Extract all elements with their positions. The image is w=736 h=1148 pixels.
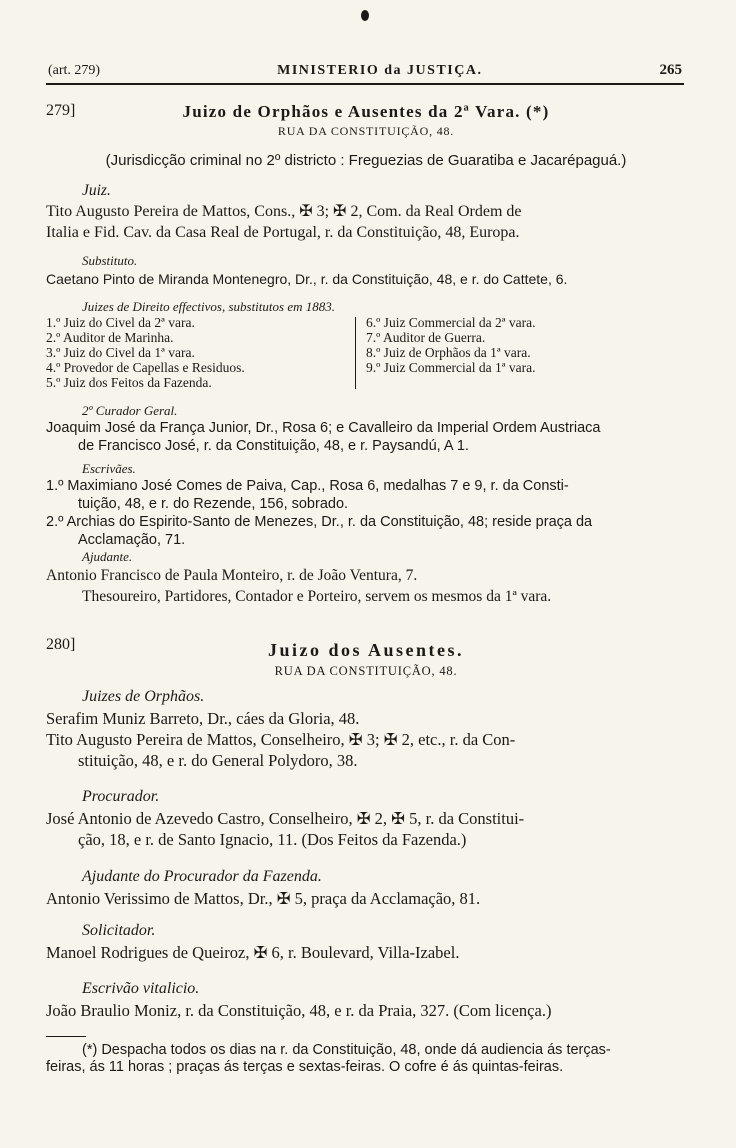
role-label: 2º Curador Geral. <box>82 403 178 418</box>
section-address: RUA DA CONSTITUIÇÃO, 48. <box>274 664 458 678</box>
entry-line: Antonio Verissimo de Mattos, Dr., ✠ 5, praça da Acclamação, 81. <box>46 889 481 908</box>
entry-line: Tito Augusto Pereira de Mattos, Conselheiro, ✠ 3; ✠ 2, etc., r. da Con- <box>46 730 516 749</box>
entry-line: de Francisco José, r. da Constituição, 48, e r. Paysandú, A 1. <box>78 438 469 454</box>
role-label: Solicitador. <box>82 922 156 939</box>
entry-line: Joaquim José da França Junior, Dr., Rosa 6; e Cavalleiro da Imperial Ordem Austriaca <box>46 420 601 436</box>
entry-line: José Antonio de Azevedo Castro, Conselheiro, ✠ 2, ✠ 5, r. da Constitui- <box>46 809 525 828</box>
section-number: 279] <box>46 102 76 119</box>
role-label: Escrivães. <box>82 461 136 476</box>
juiz-list-item: 2.º Auditor de Marinha. <box>46 330 174 345</box>
page-header <box>48 62 682 84</box>
entry-line: Serafim Muniz Barreto, Dr., cáes da Gloria, 48. <box>46 709 360 728</box>
entry-line: Caetano Pinto de Miranda Montenegro, Dr., r. da Constituição, 48, e r. do Cattete, 6. <box>46 271 568 287</box>
solicitador-entry <box>46 920 686 963</box>
section-address: RUA DA CONSTITUIÇÃO, 48. <box>277 124 455 138</box>
role-label: Juizes de Direito effectivos, substitutos em 1883. <box>82 299 335 314</box>
entry-line: Manoel Rodrigues de Queiroz, ✠ 6, r. Boulevard, Villa-Izabel. <box>46 943 460 962</box>
ink-dot <box>361 10 369 21</box>
footnote-line: (*) Despacha todos os dias na r. da Constituição, 48, onde dá audiencia ás terças- <box>82 1042 611 1058</box>
role-label: Escrivão vitalicio. <box>82 980 200 997</box>
footnote-line: feiras, ás 11 horas ; praças ás terças e sextas-feiras. O cofre é ás quintas-feiras. <box>46 1059 564 1075</box>
entry-line: João Braulio Moniz, r. da Constituição, 48, e r. da Praia, 327. (Com licença.) <box>46 1001 552 1020</box>
role-label: Juizes de Orphãos. <box>82 688 205 705</box>
juiz-entry <box>46 180 686 243</box>
juiz-list-item: 5.º Juiz dos Feitos da Fazenda. <box>46 375 212 390</box>
juizes-label-row <box>46 298 686 315</box>
juizes-right-column <box>366 315 686 375</box>
procurador-entry <box>46 786 686 850</box>
section-title: Juizo de Orphãos e Ausentes da 2ª Vara. (*) <box>182 102 550 121</box>
section-number: 280] <box>46 636 76 653</box>
juiz-list-item: 8.º Juiz de Orphãos da 1ª vara. <box>366 345 531 360</box>
header-article-ref: (art. 279) <box>48 63 101 78</box>
column-divider <box>355 317 356 389</box>
footnote <box>46 1042 686 1076</box>
role-label: Ajudante do Procurador da Fazenda. <box>82 868 322 885</box>
entry-line: ção, 18, e r. de Santo Ignacio, 11. (Dos Feitos da Fazenda.) <box>78 830 467 849</box>
footnote-rule <box>46 1036 86 1037</box>
curador-entry <box>46 402 686 455</box>
entry-line: tuição, 48, e r. do Rezende, 156, sobrado. <box>78 496 349 512</box>
juizes-columns <box>46 315 686 391</box>
page-number: 265 <box>659 62 682 78</box>
entry-line: 2.º Archias do Espirito-Santo de Menezes, Dr., r. da Constituição, 48; reside praça da <box>46 514 593 530</box>
entry-line: 1.º Maximiano José Comes de Paiva, Cap., Rosa 6, medalhas 7 e 9, r. da Consti- <box>46 478 569 494</box>
entry-line: Antonio Francisco de Paula Monteiro, r. de João Ventura, 7. <box>46 567 418 584</box>
section-279-heading <box>46 102 686 142</box>
juiz-list-item: 9.º Juiz Commercial da 1ª vara. <box>366 360 536 375</box>
role-label: Juiz. <box>82 182 111 199</box>
header-rule <box>46 83 684 85</box>
juiz-list-item: 3.º Juiz do Civel da 1ª vara. <box>46 345 195 360</box>
ajudante-procurador-entry <box>46 866 686 909</box>
juiz-list-item: 4.º Provedor de Capellas e Residuos. <box>46 360 245 375</box>
section-title: Juizo dos Ausentes. <box>267 640 465 660</box>
role-label: Ajudante. <box>82 549 133 564</box>
ajudante-entry <box>46 548 686 607</box>
juiz-list-item: 6.º Juiz Commercial da 2ª vara. <box>366 315 536 330</box>
entry-line: Italia e Fid. Cav. da Casa Real de Portugal, r. da Constituição, 48, Europa. <box>46 224 520 241</box>
juizes-orphaos-entry <box>46 686 686 771</box>
jurisdiction-note: (Jurisdicção criminal no 2º districto : Freguezias de Guaratiba e Jacarépaguá.) <box>105 152 627 169</box>
section-280-heading <box>46 636 686 680</box>
juiz-list-item: 1.º Juiz do Civel da 2ª vara. <box>46 315 195 330</box>
juiz-list-item: 7.º Auditor de Guerra. <box>366 330 486 345</box>
escrivao-entry <box>46 978 686 1021</box>
role-label: Procurador. <box>82 788 160 805</box>
entry-line: Thesoureiro, Partidores, Contador e Porteiro, servem os mesmos da 1ª vara. <box>82 588 552 605</box>
header-title: MINISTERIO da JUSTIÇA. <box>277 63 483 78</box>
entry-line: Acclamação, 71. <box>78 532 186 548</box>
escrivaes-entry <box>46 460 686 549</box>
juizes-left-column <box>46 315 356 390</box>
role-label: Substituto. <box>82 253 138 268</box>
substituto-entry <box>46 252 686 290</box>
entry-line: stituição, 48, e r. do General Polydoro, 38. <box>78 751 358 770</box>
entry-line: Tito Augusto Pereira de Mattos, Cons., ✠ 3; ✠ 2, Com. da Real Ordem de <box>46 203 522 220</box>
